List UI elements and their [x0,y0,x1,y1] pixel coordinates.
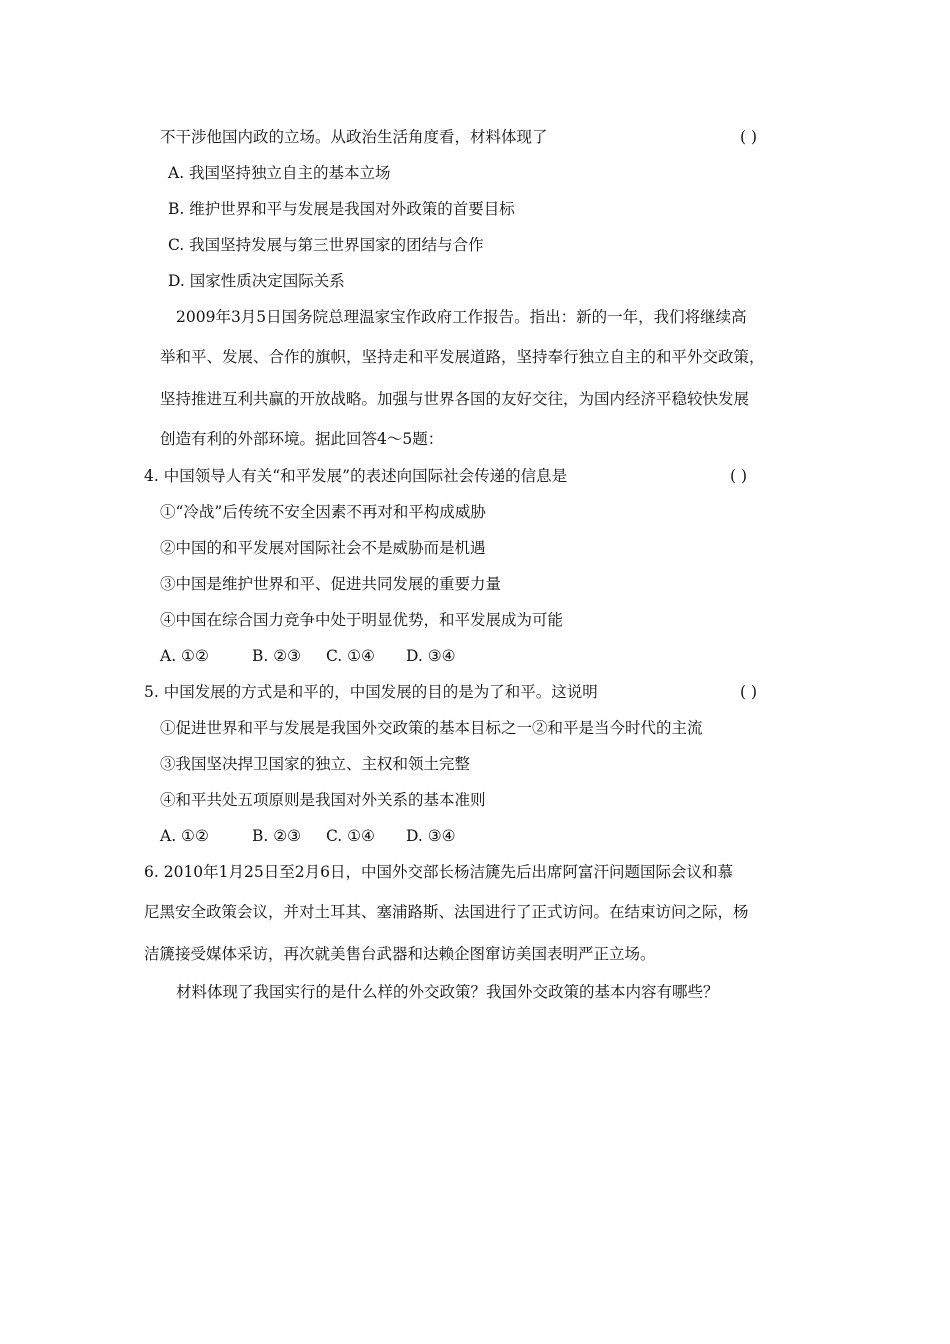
q5-choice-d: D. ③④ [406,827,456,845]
q4-choice-a: A. ①② [160,647,209,665]
q3-answer-paren: ( ) [740,128,758,146]
q6-line-1: 6. 2010年1月25日至2月6日，中国外交部长杨洁篪先后出席阿富汗问题国际会议和慕 [144,863,733,881]
q5-stem: 5. 中国发展的方式是和平的，中国发展的目的是为了和平。这说明 [144,683,598,701]
q4-stem: 4. 中国领导人有关“和平发展”的表述向国际社会传递的信息是 [144,467,568,485]
q5-answer-paren: ( ) [740,683,758,701]
q4-answer-paren: ( ) [730,467,748,485]
q4-item-2: ②中国的和平发展对国际社会不是威胁而是机遇 [160,539,486,557]
q6-question: 材料体现了我国实行的是什么样的外交政策？我国外交政策的基本内容有哪些？ [176,983,719,1001]
material-line-3: 坚持推进互利共赢的开放战略。加强与世界各国的友好交往，为国内经济平稳较快发展 [160,390,750,408]
q3-option-b: B. 维护世界和平与发展是我国对外政策的首要目标 [168,200,515,218]
q3-option-a: A. 我国坚持独立自主的基本立场 [168,164,391,182]
q3-stem-end: 不干涉他国内政的立场。从政治生活角度看，材料体现了 [160,128,548,146]
q5-choices [160,826,456,846]
q5-choice-c: C. ①④ [326,827,375,845]
q6-line-2: 尼黑安全政策会议，并对土耳其、塞浦路斯、法国进行了正式访问。在结束访问之际，杨 [144,903,749,921]
material-line-4: 创造有利的外部环境。据此回答4～5题： [160,430,444,448]
q6-line-3: 洁篪接受媒体采访，再次就美售台武器和达赖企图窜访美国表明严正立场。 [144,945,656,963]
q5-item-2: ③我国坚决捍卫国家的独立、主权和领土完整 [160,755,471,773]
q5-choice-a: A. ①② [160,827,209,845]
q5-item-3: ④和平共处五项原则是我国对外关系的基本准则 [160,791,486,809]
material-line-2: 举和平、发展、合作的旗帜，坚持走和平发展道路，坚持奉行独立自主的和平外交政策， [160,348,765,366]
q4-item-3: ③中国是维护世界和平、促进共同发展的重要力量 [160,575,502,593]
q4-choice-b: B. ②③ [252,647,302,665]
q4-choices [160,646,456,666]
q5-choice-b: B. ②③ [252,827,302,845]
q4-item-4: ④中国在综合国力竞争中处于明显优势，和平发展成为可能 [160,611,564,629]
q4-choice-c: C. ①④ [326,647,375,665]
q3-option-c: C. 我国坚持发展与第三世界国家的团结与合作 [168,236,484,254]
q4-choice-d: D. ③④ [406,647,456,665]
material-line-1: 2009年3月5日国务院总理温家宝作政府工作报告。指出：新的一年，我们将继续高 [176,308,747,326]
q5-item-1: ①促进世界和平与发展是我国外交政策的基本目标之一②和平是当今时代的主流 [160,719,703,737]
q3-option-d: D. 国家性质决定国际关系 [168,272,345,290]
q4-item-1: ①“冷战”后传统不安全因素不再对和平构成威胁 [160,503,486,521]
